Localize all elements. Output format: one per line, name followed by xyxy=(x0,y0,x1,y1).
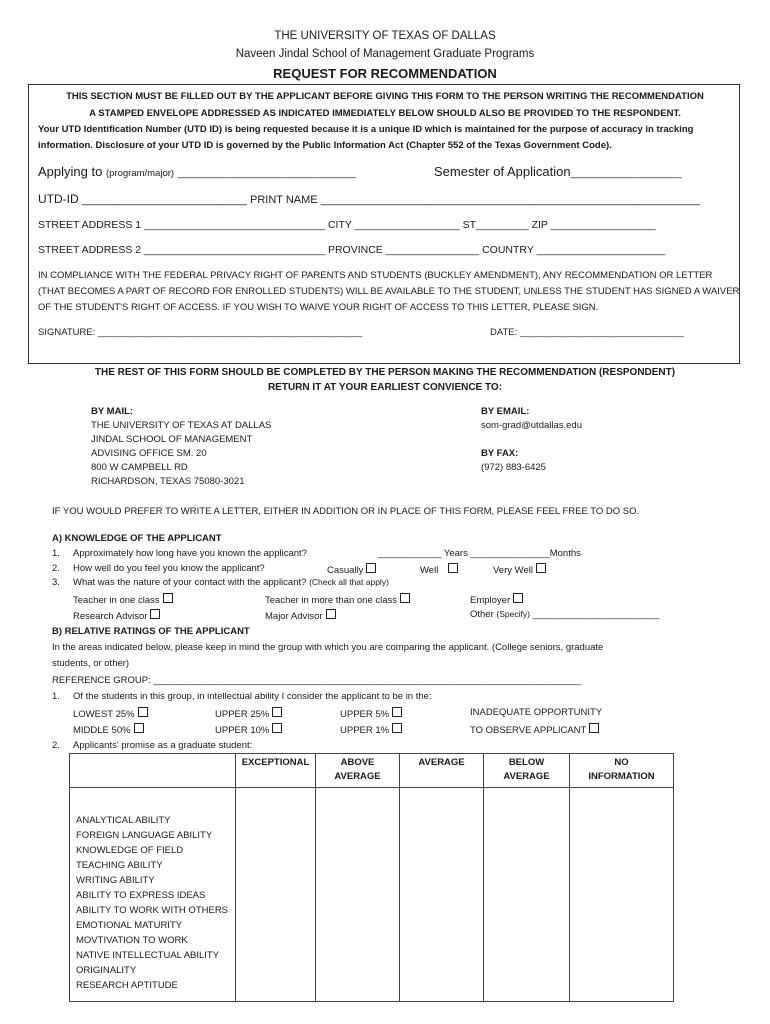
upper10-checkbox[interactable] xyxy=(272,723,282,733)
mail-line-3: ADVISING OFFICE SM. 20 xyxy=(91,448,207,459)
date-field[interactable] xyxy=(490,327,684,338)
applying-to-blank[interactable]: ________________________________ xyxy=(177,168,356,179)
trait-label: FOREIGN LANGUAGE ABILITY xyxy=(76,830,213,841)
col-below-average xyxy=(484,754,570,788)
street2-label: STREET ADDRESS 2 xyxy=(38,244,142,256)
trait-label: NATIVE INTELLECTUAL ABILITY xyxy=(76,950,220,961)
trait-label: WRITING ABILITY xyxy=(76,875,155,886)
upper1-option[interactable] xyxy=(340,723,402,736)
lowest25-option[interactable] xyxy=(73,707,148,720)
other-label: Other xyxy=(470,609,494,620)
well-checkbox[interactable] xyxy=(448,563,458,573)
date-label: DATE: xyxy=(490,327,518,338)
col-no-information xyxy=(570,754,674,788)
employer-option[interactable] xyxy=(470,593,523,606)
lowest25-checkbox[interactable] xyxy=(138,707,148,717)
very-well-label: Very Well xyxy=(493,565,533,576)
col-average xyxy=(400,754,484,788)
letter-note: IF YOU WOULD PREFER TO WRITE A LETTER, EITHER IN ADDITION OR IN PLACE OF THIS FORM, PLEASE FEEL FREE TO DO SO. xyxy=(52,506,640,517)
casually-option[interactable] xyxy=(327,563,376,576)
instruction-line-1: THIS SECTION MUST BE FILLED OUT BY THE APPLICANT BEFORE GIVING THIS FORM TO THE PERSON WRITING THE RECOMMENDATION xyxy=(66,91,704,102)
street2-blank[interactable]: _______________________________ xyxy=(144,244,326,256)
upper25-checkbox[interactable] xyxy=(272,707,282,717)
header-blank-cell xyxy=(70,754,236,788)
province-blank[interactable]: ________________ xyxy=(385,244,480,256)
utd-id-field[interactable] xyxy=(38,192,700,206)
other-blank[interactable]: ________________________ xyxy=(532,609,660,620)
lowest25-label: LOWEST 25% xyxy=(73,709,135,720)
inadequate-label: INADEQUATE OPPORTUNITY xyxy=(470,707,603,718)
school-name: Naveen Jindal School of Management Graduate Programs xyxy=(235,48,535,60)
very-well-checkbox[interactable] xyxy=(536,563,546,573)
mail-line-2: JINDAL SCHOOL OF MANAGEMENT xyxy=(91,434,253,445)
by-fax-label: BY FAX: xyxy=(481,448,519,459)
instruction-line-2: A STAMPED ENVELOPE ADDRESSED AS INDICATED IMMEDIATELY BELOW SHOULD ALSO BE PROVIDED TO THE RESPONDENT. xyxy=(89,108,681,119)
casually-label: Casually xyxy=(327,565,364,576)
q2-number: 2. xyxy=(52,563,60,574)
trait-label: ABILITY TO WORK WITH OTHERS xyxy=(76,905,229,916)
q3-number: 3. xyxy=(52,577,60,588)
privacy-line-3: OF THE STUDENT'S RIGHT OF ACCESS. IF YOU WISH TO WAIVE YOUR RIGHT OF ACCESS TO THIS LETTER, PLEASE SIGN. xyxy=(38,302,599,313)
trait-list xyxy=(70,788,236,1002)
upper1-checkbox[interactable] xyxy=(392,723,402,733)
col-below-label-2: AVERAGE xyxy=(503,771,550,782)
teacher-one-checkbox[interactable] xyxy=(163,593,173,603)
trait-label: KNOWLEDGE OF FIELD xyxy=(76,845,184,856)
fax-number: (972) 883-6425 xyxy=(481,462,546,473)
utd-id-blank[interactable]: ___________________________ xyxy=(81,194,247,206)
col-average-label: AVERAGE xyxy=(418,757,465,768)
employer-label: Employer xyxy=(470,595,511,606)
upper5-option[interactable] xyxy=(340,707,402,720)
q2-text: How well do you feel you know the applicant? xyxy=(73,563,265,574)
no-information-cell[interactable] xyxy=(570,788,674,1002)
b-q2-number: 2. xyxy=(52,740,60,751)
trait-label: RESEARCH APTITUDE xyxy=(76,980,178,991)
col-below-label-1: BELOW xyxy=(508,757,545,768)
form-title: REQUEST FOR RECOMMENDATION xyxy=(273,66,497,81)
ratings-header-row xyxy=(70,754,674,788)
q3-question: What was the nature of your contact with the applicant? xyxy=(73,577,307,588)
respondent-heading-1: THE REST OF THIS FORM SHOULD BE COMPLETED BY THE PERSON MAKING THE RECOMMENDATION (RESPONDENT) xyxy=(94,367,676,378)
section-b-intro-1: In the areas indicated below, please keep in mind the group with which you are comparing the applicant. (College seniors, graduate xyxy=(52,642,604,653)
upper25-option[interactable] xyxy=(215,707,282,720)
print-name-blank[interactable]: ______________________________________________________________ xyxy=(320,194,700,206)
q3-text xyxy=(73,577,389,588)
inadequate-checkbox[interactable] xyxy=(589,723,599,733)
col-above-label-2: AVERAGE xyxy=(334,771,381,782)
teacher-one-label: Teacher in one class xyxy=(73,595,160,606)
applying-to-field[interactable] xyxy=(38,164,356,179)
reference-group-field[interactable] xyxy=(52,675,581,686)
research-advisor-checkbox[interactable] xyxy=(150,609,160,619)
street1-label: STREET ADDRESS 1 xyxy=(38,219,142,231)
ratings-body-row xyxy=(70,788,674,1002)
section-b-heading: B) RELATIVE RATINGS OF THE APPLICANT xyxy=(52,626,250,637)
middle50-checkbox[interactable] xyxy=(134,723,144,733)
mail-line-1: THE UNIVERSITY OF TEXAS AT DALLAS xyxy=(91,420,272,431)
teacher-more-checkbox[interactable] xyxy=(400,593,410,603)
middle50-label: MIDDLE 50% xyxy=(73,725,131,736)
zip-blank[interactable]: __________________ xyxy=(550,219,656,231)
city-blank[interactable]: __________________ xyxy=(354,219,460,231)
major-advisor-checkbox[interactable] xyxy=(326,609,336,619)
ratings-table xyxy=(69,753,674,1002)
privacy-line-2: (THAT BECOMES A PART OF RECORD FOR ENROLLED STUDENTS) WILL BE AVAILABLE TO THE STUDENT, UNLESS THE STUDENT HAS SIGNED A WAIVER xyxy=(38,286,740,297)
exceptional-cell[interactable] xyxy=(236,788,316,1002)
applying-to-label: Applying to xyxy=(38,164,103,179)
upper5-label: UPPER 5% xyxy=(340,709,390,720)
q1-text: Approximately how long have you known the applicant? xyxy=(73,548,307,559)
trait-label: EMOTIONAL MATURITY xyxy=(76,920,183,931)
b-q1-number: 1. xyxy=(52,691,60,702)
col-no-label-2: INFORMATION xyxy=(588,771,655,782)
employer-checkbox[interactable] xyxy=(513,593,523,603)
other-specify: (Specify) xyxy=(496,609,530,619)
privacy-line-1: IN COMPLIANCE WITH THE FEDERAL PRIVACY RIGHT OF PARENTS AND STUDENTS (BUCKLEY AMENDMENT), ANY RECOMMENDATION OR LETTER xyxy=(38,270,713,281)
upper25-label: UPPER 25% xyxy=(215,709,270,720)
semester-blank[interactable]: ____________________ xyxy=(570,168,682,179)
reference-group-label: REFERENCE GROUP: xyxy=(52,675,151,686)
upper10-label: UPPER 10% xyxy=(215,725,270,736)
inadequate-option[interactable] xyxy=(470,723,599,736)
mail-line-4: 800 W CAMPBELL RD xyxy=(91,462,188,473)
country-label: COUNTRY xyxy=(482,244,534,256)
trait-label: ANALYTICAL ABILITY xyxy=(76,815,171,826)
section-b-intro-2: students, or other) xyxy=(52,658,130,669)
average-cell[interactable] xyxy=(400,788,484,1002)
casually-checkbox[interactable] xyxy=(366,563,376,573)
semester-field[interactable] xyxy=(434,164,682,179)
col-above-average xyxy=(316,754,400,788)
col-exceptional xyxy=(236,754,316,788)
other-option[interactable] xyxy=(470,609,659,620)
st-label: ST xyxy=(462,219,477,231)
address1-row[interactable] xyxy=(38,219,656,231)
zip-label: ZIP xyxy=(531,219,548,231)
months-blank[interactable]: _______________ xyxy=(470,548,550,559)
well-label: Well xyxy=(420,565,439,576)
months-label: Months xyxy=(549,548,581,559)
street1-blank[interactable]: _______________________________ xyxy=(144,219,326,231)
university-name: THE UNIVERSITY OF TEXAS OF DALLAS xyxy=(274,30,496,42)
upper1-label: UPPER 1% xyxy=(340,725,390,736)
signature-label: SIGNATURE: xyxy=(38,327,96,338)
to-observe-label: TO OBSERVE APPLICANT xyxy=(470,725,587,736)
respondent-heading-2: RETURN IT AT YOUR EARLIEST CONVIENCE TO: xyxy=(267,382,503,393)
trait-label: TEACHING ABILITY xyxy=(76,860,163,871)
col-no-label-1: NO xyxy=(614,757,629,768)
teacher-one-option[interactable] xyxy=(73,593,173,606)
col-exceptional-label: EXCEPTIONAL xyxy=(241,757,310,768)
teacher-more-label: Teacher in more than one class xyxy=(265,595,398,606)
by-mail-label: BY MAIL: xyxy=(91,406,134,417)
by-email-label: BY EMAIL: xyxy=(481,406,530,417)
email-address[interactable]: som-grad@utdallas.edu xyxy=(481,420,583,431)
mail-line-5: RICHARDSON, TEXAS 75080-3021 xyxy=(91,476,245,487)
teacher-more-option[interactable] xyxy=(265,593,410,606)
address2-row[interactable] xyxy=(38,244,665,256)
b-q1-text: Of the students in this group, in intellectual ability I consider the applicant to be in the: xyxy=(73,691,432,702)
above-average-cell[interactable] xyxy=(316,788,400,1002)
print-name-label: PRINT NAME xyxy=(249,194,318,206)
province-label: PROVINCE xyxy=(327,244,383,256)
major-advisor-option[interactable] xyxy=(265,609,336,622)
st-blank[interactable]: _________ xyxy=(476,219,529,231)
q3-note: (Check all that apply) xyxy=(309,577,389,587)
program-major-label: (program/major) xyxy=(105,168,175,179)
signature-blank[interactable]: __________________________________________________ xyxy=(98,327,363,338)
semester-label: Semester of Application xyxy=(434,164,571,179)
research-advisor-label: Research Advisor xyxy=(73,611,148,622)
b-q2-text: Applicants' promise as a graduate student: xyxy=(73,740,253,751)
utd-id-note-2: information. Disclosure of your UTD ID is governed by the Public Information Act (Chapter 552 of the Texas Government Code). xyxy=(38,140,612,151)
trait-label: ABILITY TO EXPRESS IDEAS xyxy=(76,890,206,901)
section-a-heading: A) KNOWLEDGE OF THE APPLICANT xyxy=(52,533,222,544)
date-blank[interactable]: _______________________________ xyxy=(519,327,684,338)
below-average-cell[interactable] xyxy=(484,788,570,1002)
years-label: Years xyxy=(443,548,468,559)
well-option[interactable] xyxy=(420,563,458,576)
years-field[interactable] xyxy=(378,548,581,559)
col-above-label-1: ABOVE xyxy=(340,757,375,768)
reference-group-blank[interactable]: _________________________________________________________________________________ xyxy=(153,675,582,686)
city-label: CITY xyxy=(327,219,352,231)
country-blank[interactable]: ______________________ xyxy=(536,244,666,256)
utd-id-label: UTD-ID xyxy=(38,192,79,206)
trait-label: MOVTIVATION TO WORK xyxy=(76,935,188,946)
upper5-checkbox[interactable] xyxy=(392,707,402,717)
q1-number: 1. xyxy=(52,548,60,559)
years-blank[interactable]: ____________ xyxy=(378,548,442,559)
signature-field[interactable] xyxy=(38,327,362,338)
middle50-option[interactable] xyxy=(73,723,144,736)
research-advisor-option[interactable] xyxy=(73,609,160,622)
major-advisor-label: Major Advisor xyxy=(265,611,323,622)
very-well-option[interactable] xyxy=(493,563,546,576)
upper10-option[interactable] xyxy=(215,723,282,736)
trait-label: ORIGINALITY xyxy=(76,965,137,976)
utd-id-note-1: Your UTD Identification Number (UTD ID) is being requested because it is a unique ID which is maintained for the purpose of accuracy in tracking xyxy=(38,124,694,135)
